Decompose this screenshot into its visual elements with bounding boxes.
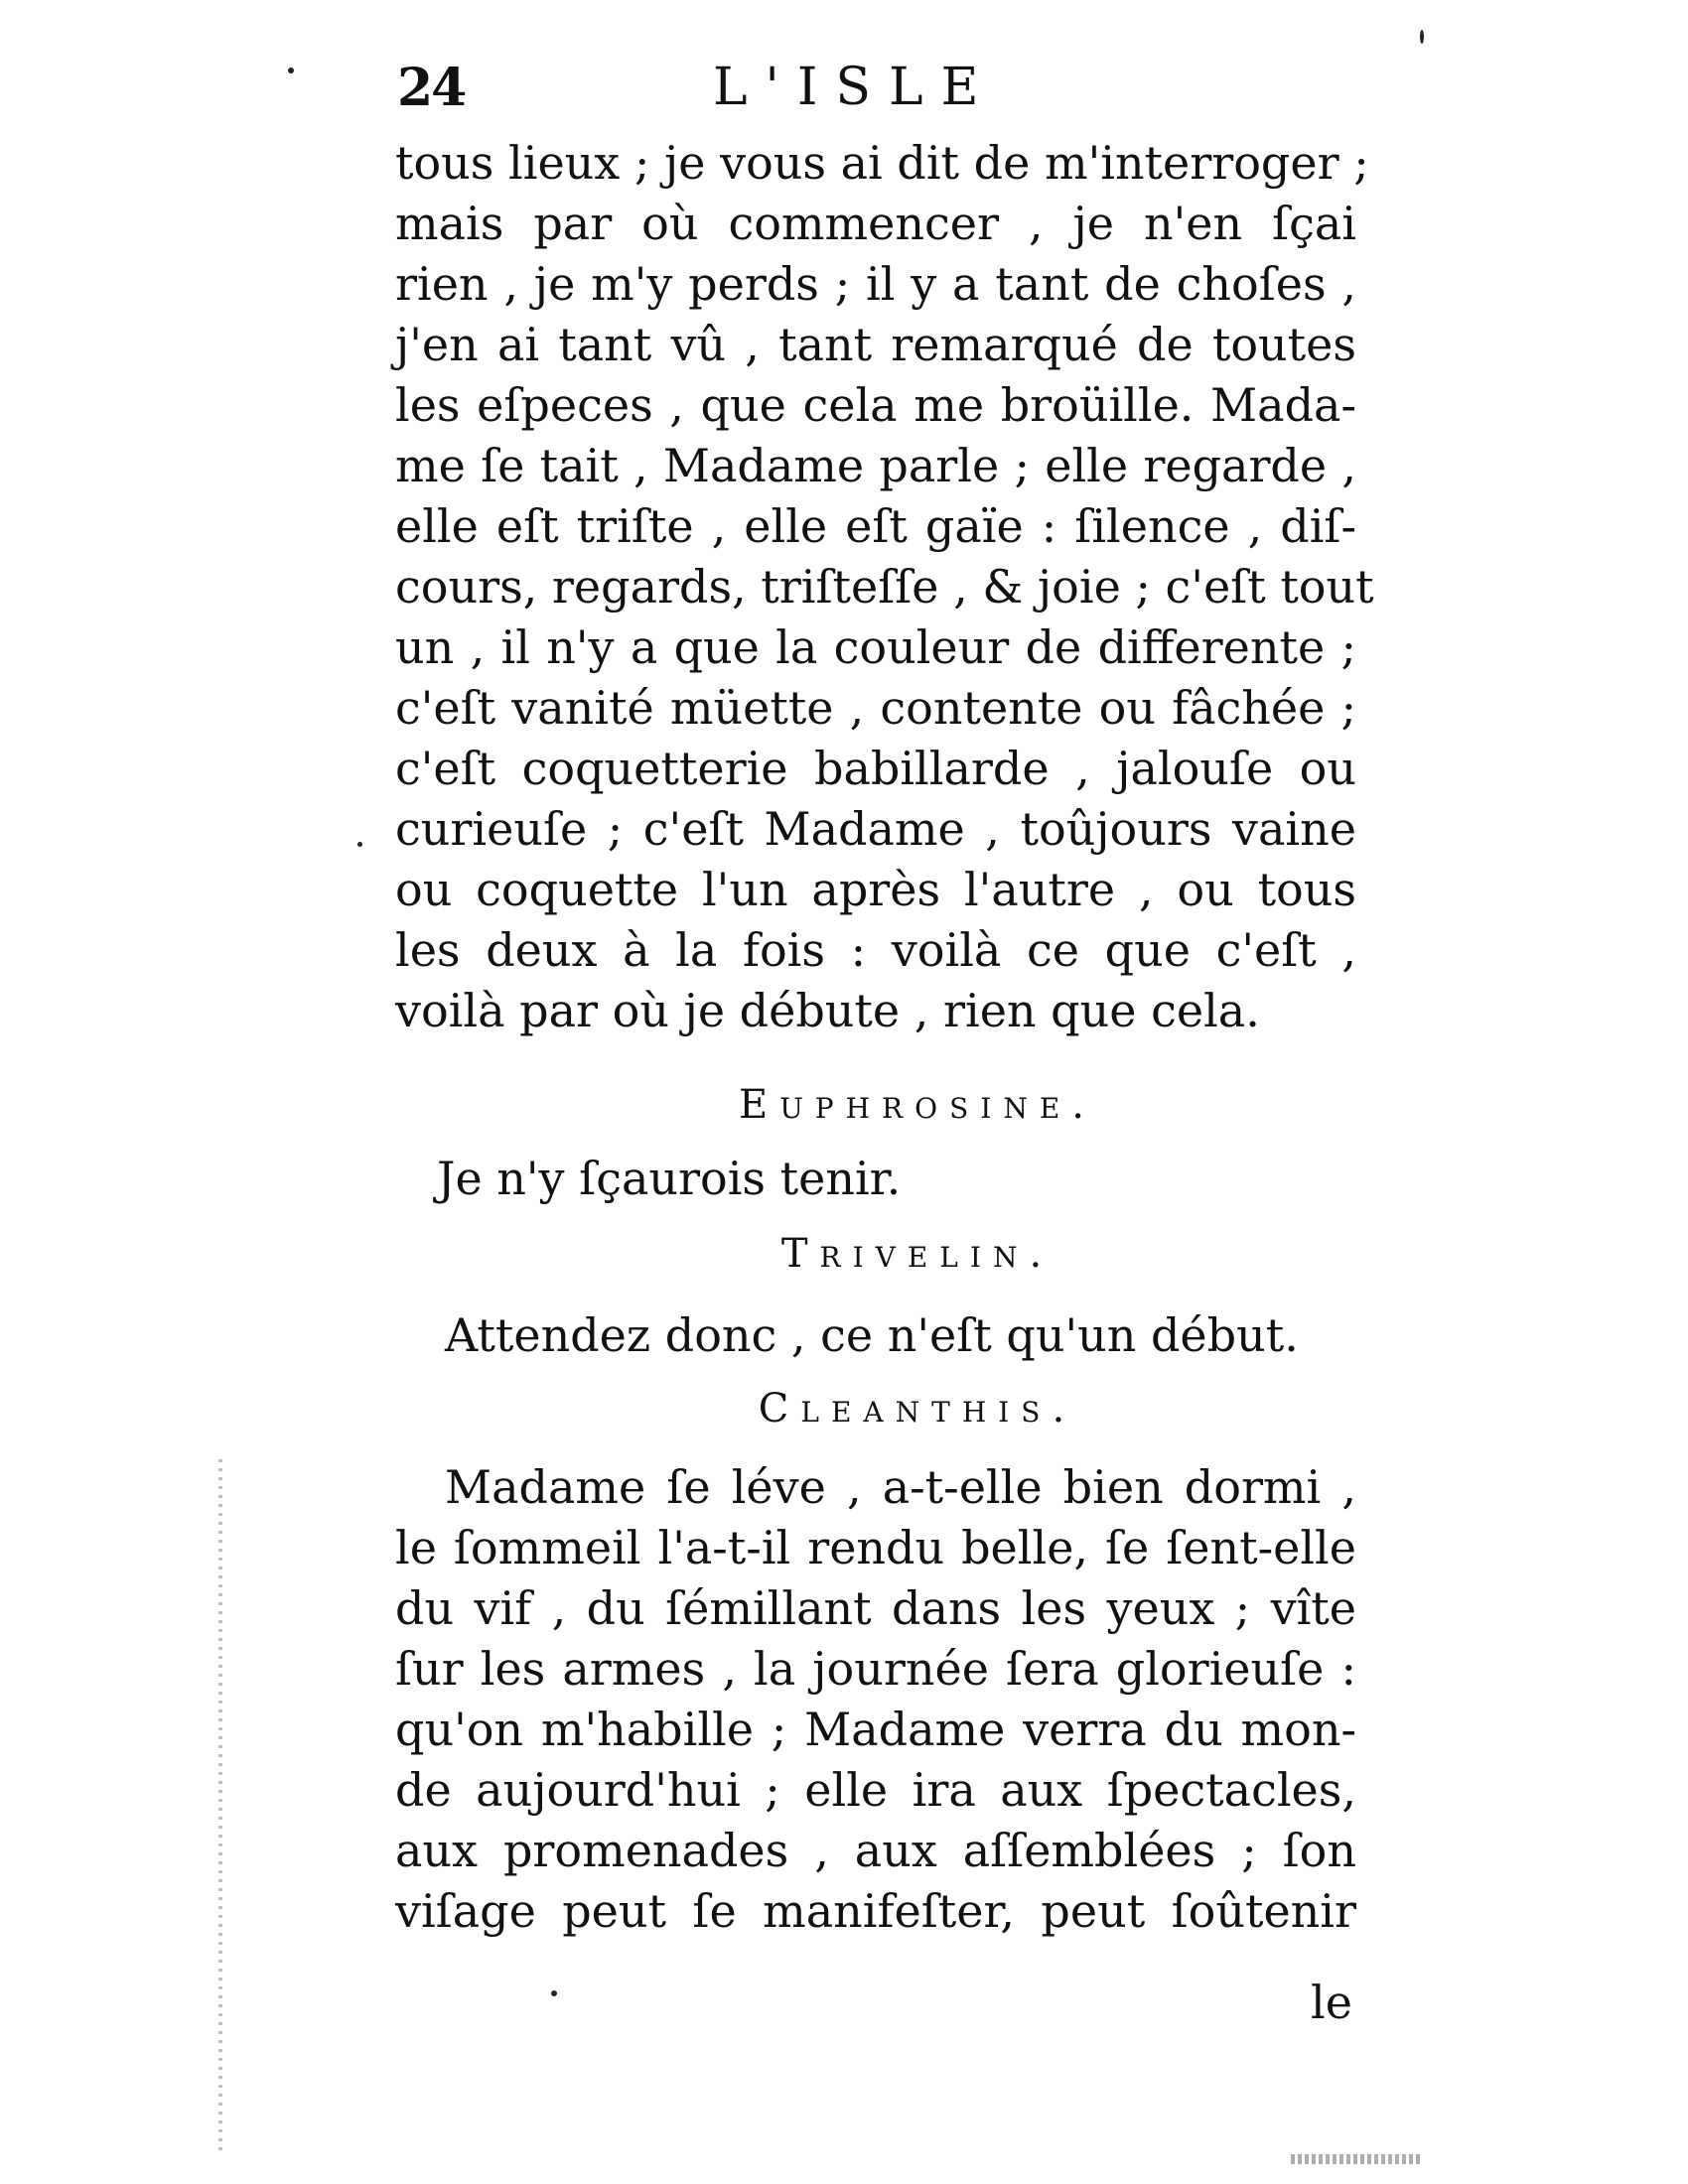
text-line: du vif , du ſémillant dans les yeux ; vîte	[395, 1581, 1356, 1635]
speech-trivelin: Attendez donc , ce n'eſt qu'un début.	[445, 1308, 1299, 1362]
text-line: elle eſt triſte , elle eſt gaïe : ſilence , diſ-	[395, 499, 1356, 553]
margin-scan-artifact	[218, 1459, 222, 2154]
text-line: curieuſe ; c'eſt Madame , toûjours vaine	[395, 802, 1356, 856]
text-line: cours, regards, triſteſſe , & joie ; c'eſt tout	[395, 560, 1374, 614]
paragraph-cleanthis	[395, 1457, 1356, 1942]
text-line: mais par où commencer , je n'en ſçai	[395, 197, 1356, 250]
text-line: tous lieux ; je vous ai dit de m'interroger ;	[395, 136, 1369, 190]
speech-euphrosine: Je n'y ſçaurois tenir.	[437, 1152, 902, 1205]
speaker-name-cleanthis: Cleanthis.	[758, 1386, 1077, 1432]
page-header	[397, 58, 1350, 127]
text-line: rien , je m'y perds ; il y a tant de choſes ,	[395, 257, 1356, 311]
text-line: j'en ai tant vû , tant remarqué de toutes	[395, 318, 1356, 371]
running-title: L'ISLE	[713, 58, 997, 117]
text-line: c'eſt coquetterie babillarde , jalouſe ou	[395, 742, 1356, 795]
text-line: le ſommeil l'a-t-il rendu belle, ſe ſent-elle	[395, 1521, 1356, 1574]
text-line: voilà par où je débute , rien que cela.	[395, 984, 1260, 1037]
text-line: c'eſt vanité müette , contente ou fâchée ;	[395, 681, 1356, 735]
text-line: de aujourd'hui ; elle ira aux ſpectacles,	[395, 1763, 1356, 1817]
ink-speck	[357, 842, 362, 847]
text-line: ou coquette l'un après l'autre , ou tous	[395, 863, 1356, 916]
text-line: un , il n'y a que la couleur de differente ;	[395, 620, 1356, 674]
text-line: les eſpeces , que cela me broüille. Mada-	[395, 378, 1356, 432]
paragraph-trivelin-continued	[395, 133, 1374, 1041]
text-line: ſur les armes , la journée ſera glorieuſe :	[395, 1642, 1356, 1696]
speaker-name-trivelin: Trivelin.	[780, 1231, 1055, 1277]
text-line: les deux à la fois : voilà ce que c'eſt ,	[395, 923, 1356, 977]
text-line: aux promenades , aux aſſemblées ; ſon	[395, 1824, 1356, 1877]
text-line: me ſe tait , Madame parle ; elle regarde ,	[395, 439, 1356, 492]
ink-speck	[1420, 30, 1424, 44]
ink-speck	[288, 68, 294, 73]
page-number: 24	[397, 58, 466, 118]
speaker-name-euphrosine: Euphrosine.	[739, 1082, 1096, 1128]
text-line: qu'on m'habille ; Madame verra du mon-	[395, 1703, 1356, 1756]
text-line: Madame ſe léve , a-t-elle bien dormi ,	[445, 1460, 1356, 1514]
bottom-scan-artifact	[1291, 2154, 1420, 2164]
catchword: le	[1311, 1976, 1352, 2029]
text-line: viſage peut ſe manifeſter, peut ſoûtenir	[395, 1884, 1356, 1938]
ink-speck	[551, 1990, 557, 1996]
